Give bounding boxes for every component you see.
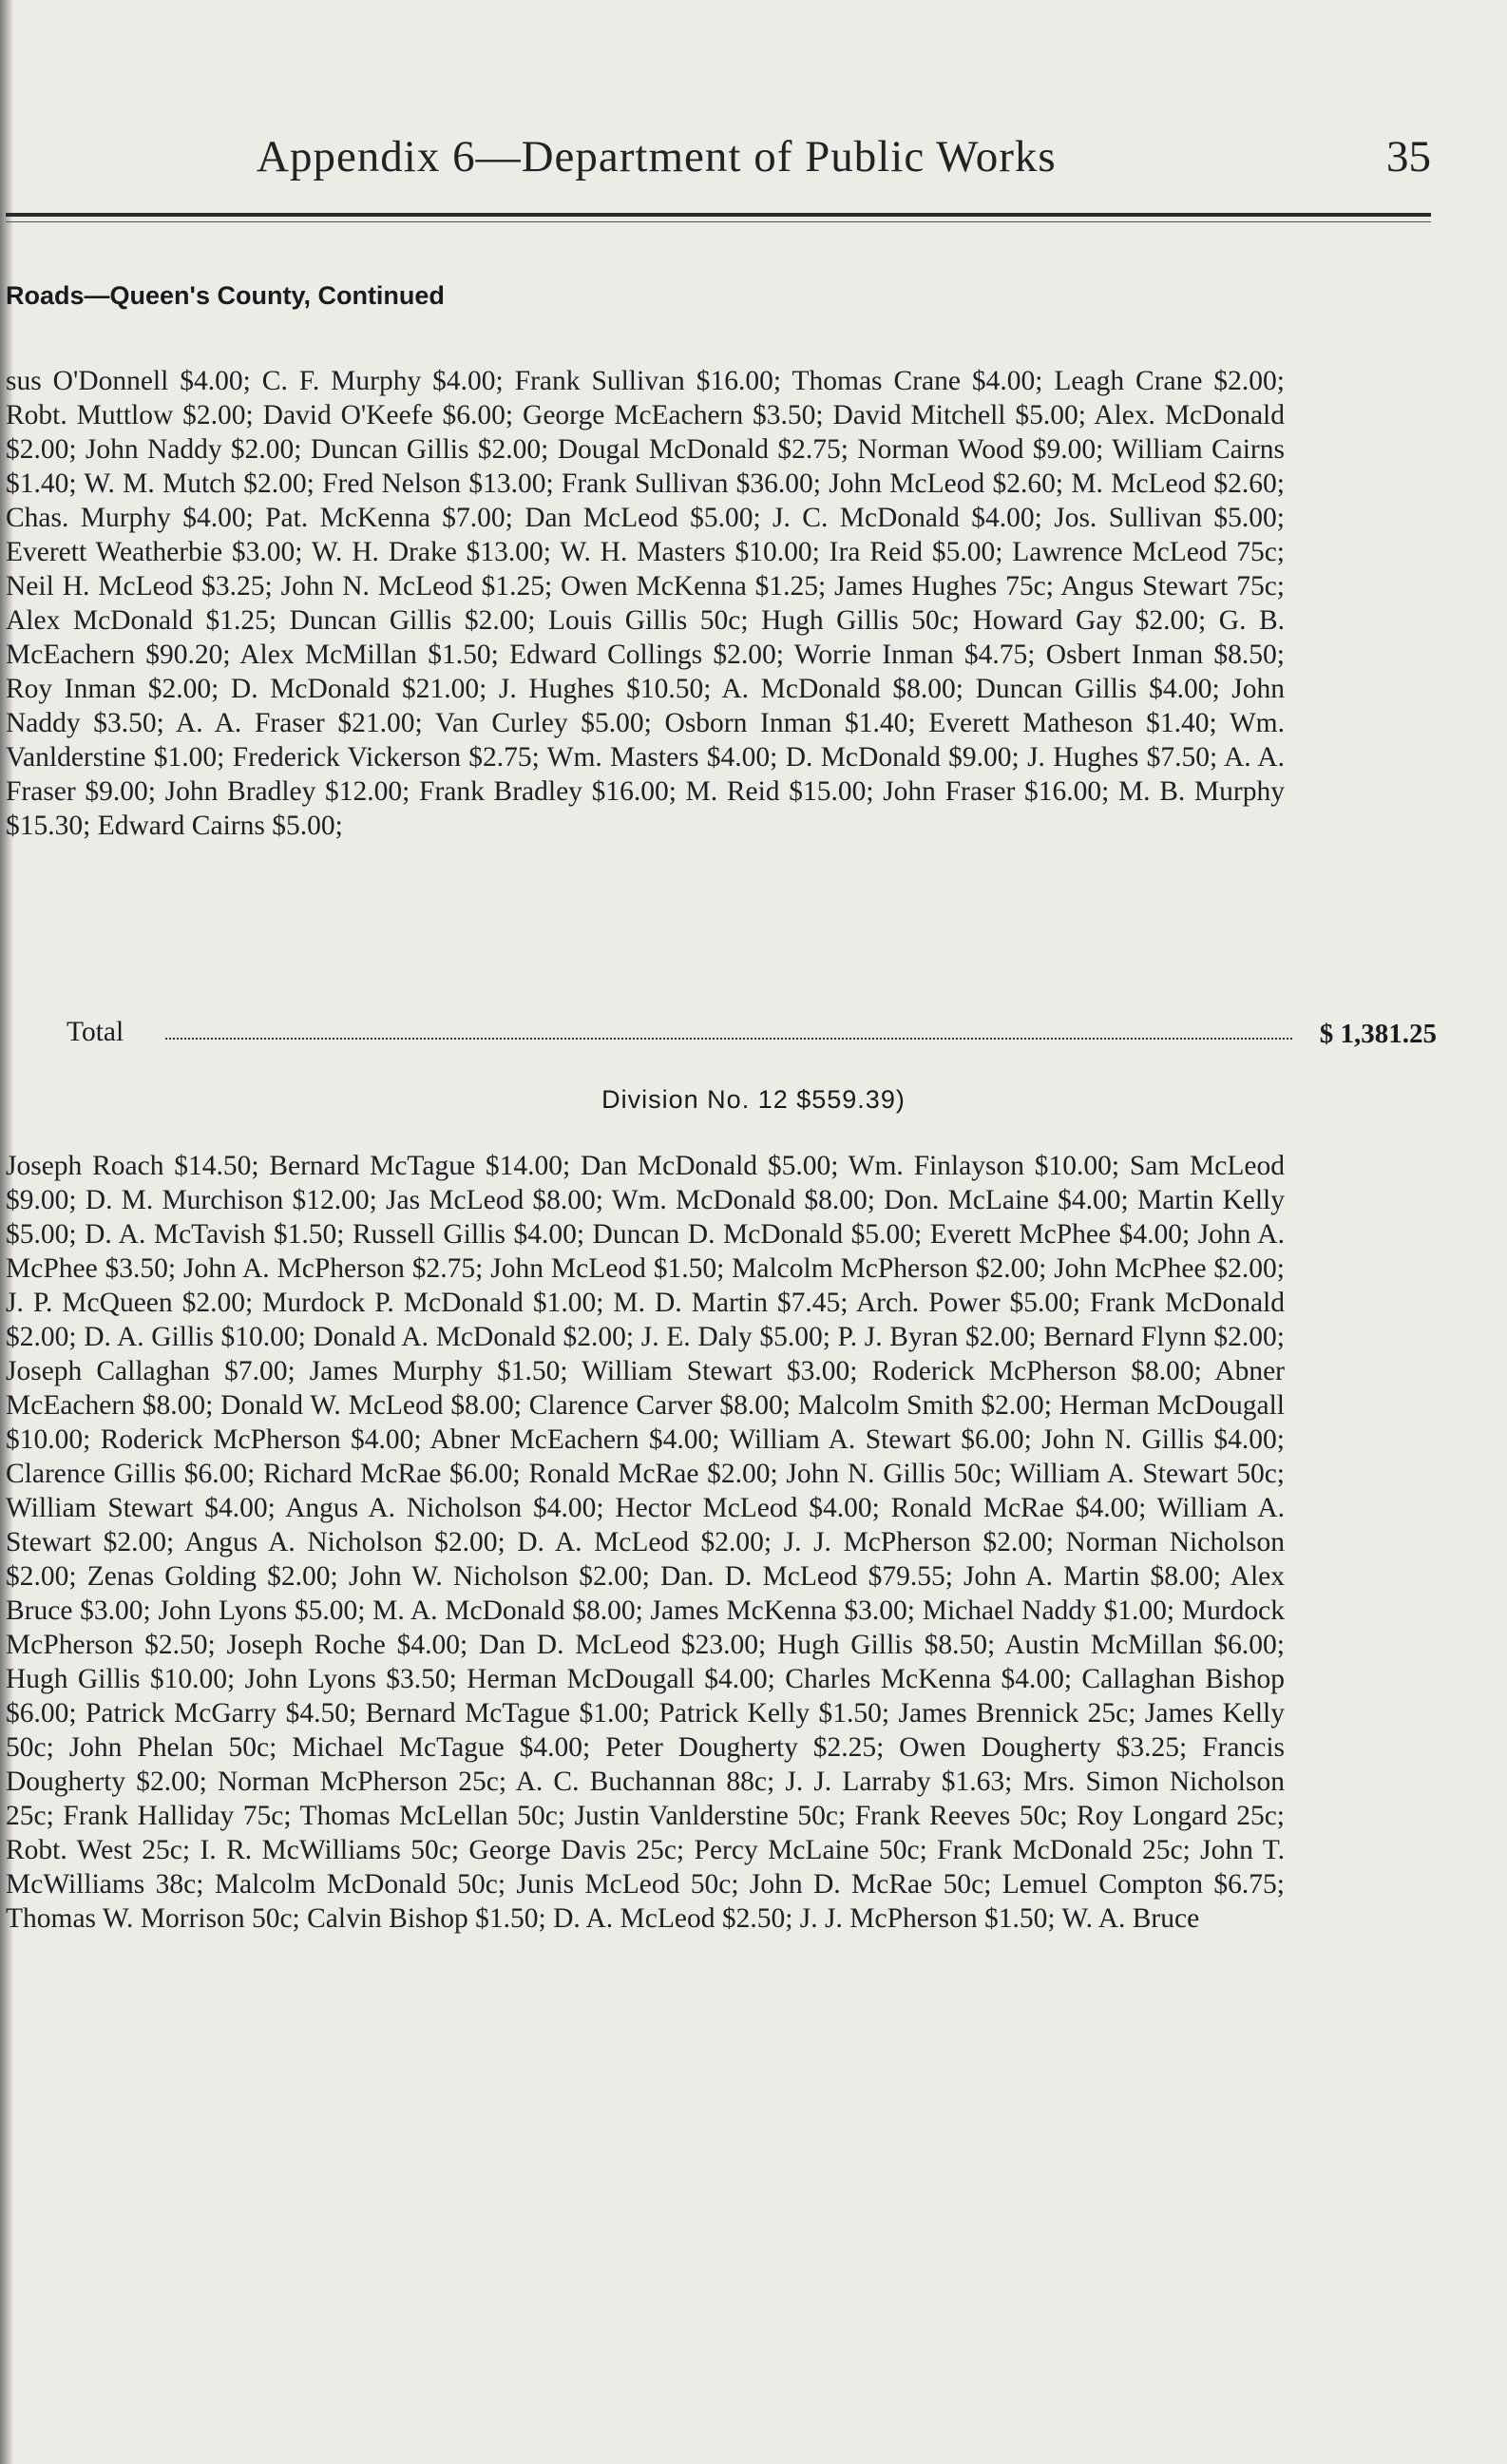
running-head: Appendix 6—Department of Public Works <box>257 132 1057 181</box>
total-label: Total <box>67 1017 124 1047</box>
header-rule <box>6 213 1431 217</box>
roads-payments-paragraph: sus O'Donnell $4.00; C. F. Murphy $4.00; Frank Sullivan $16.00; Thomas Crane $4.00; Leagh Crane $2.00; Robt. Muttlow $2.00; David O'Keefe $6.00; George McEachern $3.50; David Mitchell $5.00; Alex. McDonald $2.00; John Naddy $2.00; Duncan Gillis $2.00; Dougal McDonald $2.75; Norman Wood $9.00; William Cairns $1.40; W. M. Mutch $2.00; Fred Nelson $13.00; Frank Sullivan $36.00; John McLeod $2.60; M. McLeod $2.60; Chas. Murphy $4.00; Pat. McKenna $7.00; Dan McLeod $5.00; J. C. McDonald $4.00; Jos. Sullivan $5.00; Everett Weatherbie $3.00; W. H. Drake $13.00; W. H. Masters $10.00; Ira Reid $5.00; Lawrence McLeod 75c; Neil H. McLeod $3.25; John N. McLeod $1.25; Owen McKenna $1.25; James Hughes 75c; Angus Stewart 75c; Alex McDonald $1.25; Duncan Gillis $2.00; Louis Gillis 50c; Hugh Gillis 50c; Howard Gay $2.00; G. B. McEachern $90.20; Alex McMillan $1.50; Edward Collings $2.00; Worrie Inman $4.75; Osbert Inman $8.50; Roy Inman $2.00; D. McDonald $21.00; J. Hughes $10.50; A. McDonald $8.00; Duncan Gillis $4.00; John Naddy $3.50; A. A. Fraser $21.00; Van Curley $5.00; Osborn Inman $1.40; Everett Matheson $1.40; Wm. Vanlderstine $1.00; Frederick Vickerson $2.75; Wm. Masters $4.00; D. McDonald $9.00; J. Hughes $7.50; A. A. Fraser $9.00; John Bradley $12.00; Frank Bradley $16.00; M. Reid $15.00; John Fraser $16.00; M. B. Murphy $15.30; Edward Cairns $5.00; <box>6 366 1285 841</box>
total-amount <box>1320 1017 1437 1051</box>
page-number: 35 <box>1386 132 1431 181</box>
total-row <box>6 1015 1437 1049</box>
section-heading: Roads—Queen's County, Continued <box>6 281 445 310</box>
total-currency: $ <box>1319 1019 1334 1049</box>
header-rule-thin <box>6 221 1431 222</box>
division-heading: Division No. 12 $559.39) <box>601 1085 906 1114</box>
dot-leader <box>165 1038 1292 1040</box>
division-payments-paragraph: Joseph Roach $14.50; Bernard McTague $14.00; Dan McDonald $5.00; Wm. Finlayson $10.00; Sam McLeod $9.00; D. M. Murchison $12.00; Jas McLeod $8.00; Wm. McDonald $8.00; Don. McLaine $4.00; Martin Kelly $5.00; D. A. McTavish $1.50; Russell Gillis $4.00; Duncan D. McDonald $5.00; Everett McPhee $4.00; John A. McPhee $3.50; John A. McPherson $2.75; John McLeod $1.50; Malcolm McPherson $2.00; John McPhee $2.00; J. P. McQueen $2.00; Murdock P. McDonald $1.00; M. D. Martin $7.45; Arch. Power $5.00; Frank McDonald $2.00; D. A. Gillis $10.00; Donald A. McDonald $2.00; J. E. Daly $5.00; P. J. Byran $2.00; Bernard Flynn $2.00; Joseph Callaghan $7.00; James Murphy $1.50; William Stewart $3.00; Roderick McPherson $8.00; Abner McEachern $8.00; Donald W. McLeod $8.00; Clarence Carver $8.00; Malcolm Smith $2.00; Herman McDougall $10.00; Roderick McPherson $4.00; Abner McEachern $4.00; William A. Stewart $6.00; John N. Gillis $4.00; Clarence Gillis $6.00; Richard McRae $6.00; Ronald McRae $2.00; John N. Gillis 50c; William A. Stewart 50c; William Stewart $4.00; Angus A. Nicholson $4.00; Hector McLeod $4.00; Ronald McRae $4.00; William A. Stewart $2.00; Angus A. Nicholson $2.00; D. A. McLeod $2.00; J. J. McPherson $2.00; Norman Nicholson $2.00; Zenas Golding $2.00; John W. Nicholson $2.00; Dan. D. McLeod $79.55; John A. Martin $8.00; Alex Bruce $3.00; John Lyons $5.00; M. A. McDonald $8.00; James McKenna $3.00; Michael Naddy $1.00; Murdock McPherson $2.50; Joseph Roche $4.00; Dan D. McLeod $23.00; Hugh Gillis $8.50; Austin McMillan $6.00; Hugh Gillis $10.00; John Lyons $3.50; Herman McDougall $4.00; Charles McKenna $4.00; Callaghan Bishop $6.00; Patrick McGarry $4.50; Bernard McTague $1.00; Patrick Kelly $1.50; James Brennick 25c; James Kelly 50c; John Phelan 50c; Michael McTague $4.00; Peter Dougherty $2.25; Owen Dougherty $3.25; Francis Dougherty $2.00; Norman McPherson 25c; A. C. Buchannan 88c; J. J. Larraby $1.63; Mrs. Simon Nicholson 25c; Frank Halliday 75c; Thomas McLellan 50c; Justin Vanlderstine 50c; Frank Reeves 50c; Roy Longard 25c; Robt. West 25c; I. R. McWilliams 50c; George Davis 25c; Percy McLaine 50c; Frank McDonald 25c; John T. McWilliams 38c; Malcolm McDonald 50c; Junis McLeod 50c; John D. McRae 50c; Lemuel Compton $6.75; Thomas W. Morrison 50c; Calvin Bishop $1.50; D. A. McLeod $2.50; J. J. McPherson $1.50; W. A. Bruce <box>6 1151 1285 1934</box>
total-value: 1,381.25 <box>1340 1019 1437 1049</box>
